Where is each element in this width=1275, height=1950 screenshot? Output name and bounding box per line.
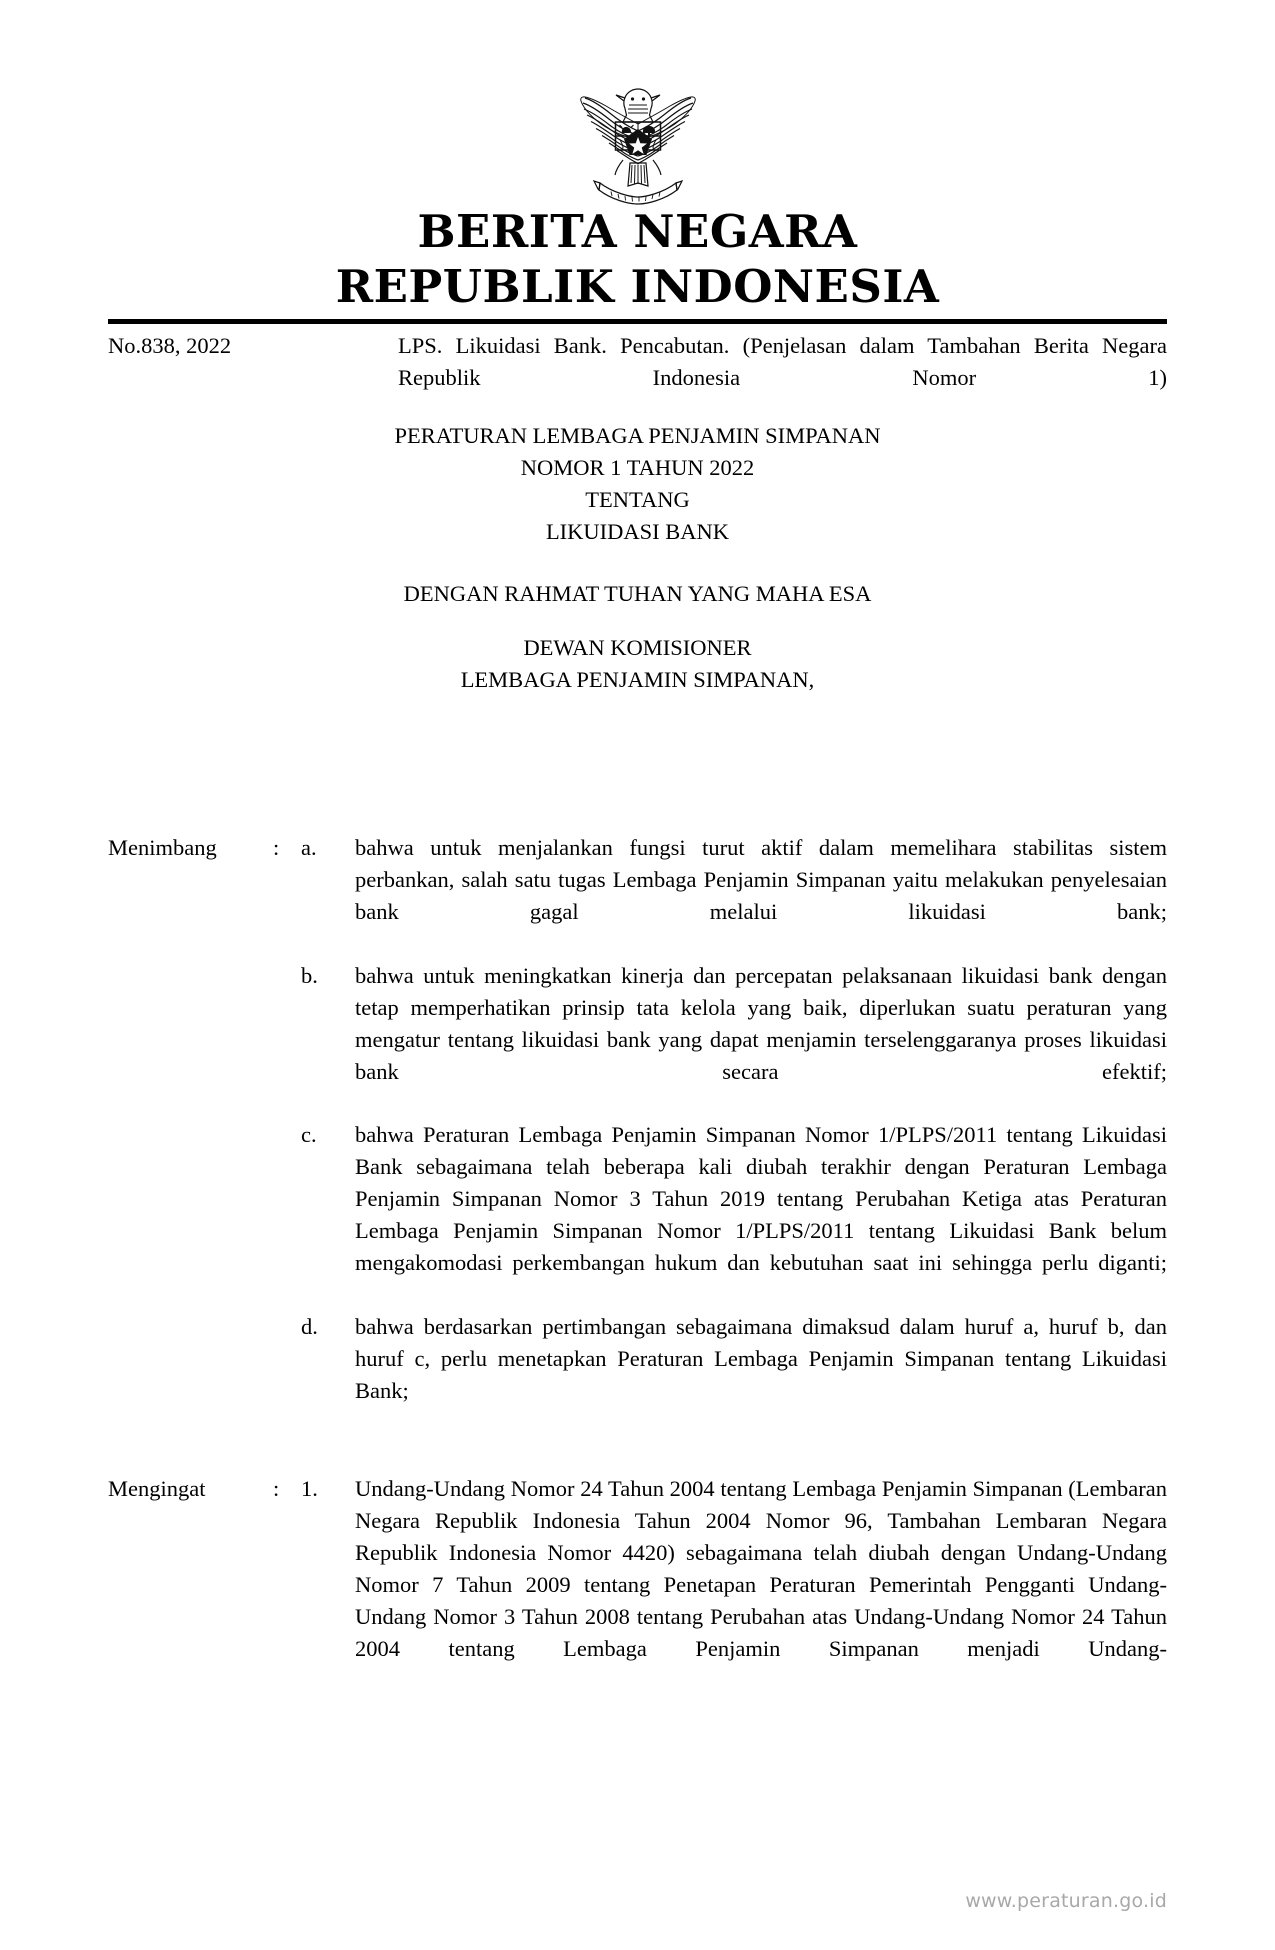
title-line-dewan-komisioner: DEWAN KOMISIONER [523,634,752,660]
clause-text: bahwa untuk menjalankan fungsi turut aktif dalam memelihara stabilitas sistem perbankan, salah satu tugas Lembaga Penjamin Simpanan yaitu melakukan penyelesaian bank gagal melalui likuidasi bank; [355,835,1167,924]
section-menimbang [108,832,1167,1439]
clause-item [301,832,1167,960]
footer-watermark: www.peraturan.go.id [965,1890,1167,1912]
clause-marker: b. [301,962,318,988]
section-mengingat [108,1473,1167,1697]
title-spacer-2 [108,610,1167,632]
clause-item [301,1311,1167,1439]
title-line-tentang: TENTANG [585,486,690,512]
gazette-number: No.838, 2022 [108,333,232,358]
clause-marker: c. [301,1122,317,1148]
title-line-lembaga-penjamin: LEMBAGA PENJAMIN SIMPANAN, [460,666,815,692]
gazette-ident-row [108,330,1167,426]
clause-text: bahwa untuk meningkatkan kinerja dan percepatan pelaksanaan likuidasi bank dengan tetap memperhatikan prinsip tata kelola yang baik, diperlukan suatu peraturan yang mengatur tentang likuidasi bank yang dapat menjamin terselenggaranya proses likuidasi bank secara efektif; [355,962,1167,1084]
garuda-pancasila-emblem [563,70,713,206]
clause-item [301,1473,1167,1697]
clause-item [301,1119,1167,1311]
clause-text: bahwa Peraturan Lembaga Penjamin Simpanan Nomor 1/PLPS/2011 tentang Likuidasi Bank sebagaimana telah beberapa kali diubah terakhir dengan Peraturan Lembaga Penjamin Simpanan Nomor 3 Tahun 2019 tentang Perubahan Ketiga atas Peraturan Lembaga Penjamin Simpanan Nomor 1/PLPS/2011 tentang Likuidasi Bank belum mengakomodasi perkembangan hukum dan kebutuhan saat ini sehingga perlu diganti; [355,1122,1167,1276]
clauses-container [108,832,1167,1696]
title-line-nomor-tahun: NOMOR 1 TAHUN 2022 [520,454,755,480]
emblem-container [0,70,1275,206]
section-items-mengingat [301,1473,1167,1697]
section-label-mengingat: Mengingat [108,1475,206,1501]
section-items-menimbang [301,832,1167,1439]
section-label-menimbang: Menimbang [108,835,217,860]
masthead-line-republik-indonesia: REPUBLIK INDONESIA [335,259,940,313]
gazette-subject: LPS. Likuidasi Bank. Pencabutan. (Penjelasan dalam Tambahan Berita Negara Republik Indonesia Nomor 1) [398,333,1167,390]
section-colon-mengingat: : [273,1475,280,1501]
clause-marker: 1. [301,1475,318,1501]
section-colon-menimbang: : [273,835,280,860]
title-line-dengan-rahmat: DENGAN RAHMAT TUHAN YANG MAHA ESA [403,580,872,606]
clause-text: bahwa berdasarkan pertimbangan sebagaimana dimaksud dalam huruf a, huruf b, dan huruf c, perlu menetapkan Peraturan Lembaga Penjamin Simpanan tentang Likuidasi Bank; [355,1314,1167,1403]
masthead-line-berita-negara: BERITA NEGARA [417,205,858,258]
clause-item [301,960,1167,1120]
title-line-subject: LIKUIDASI BANK [545,518,730,544]
title-line-peraturan: PERATURAN LEMBAGA PENJAMIN SIMPANAN [394,423,881,448]
clause-text: Undang-Undang Nomor 24 Tahun 2004 tentang Lembaga Penjamin Simpanan (Lembaran Negara Republik Indonesia Tahun 2004 Nomor 96, Tambahan Lembaran Negara Republik Indonesia Nomor 4420) sebagaimana telah diubah dengan Undang-Undang Nomor 7 Tahun 2009 tentang Penetapan Peraturan Pemerintah Pengganti Undang-Undang Nomor 3 Tahun 2008 tentang Perubahan atas Undang-Undang Nomor 24 Tahun 2004 tentang Lembaga Penjamin Simpanan menjadi Undang- [355,1475,1167,1661]
regulation-title-block [108,420,1167,696]
clause-marker: a. [301,835,317,860]
clause-marker: d. [301,1314,318,1340]
title-spacer-1 [108,548,1167,578]
masthead [0,205,1275,313]
header-divider [108,319,1167,324]
